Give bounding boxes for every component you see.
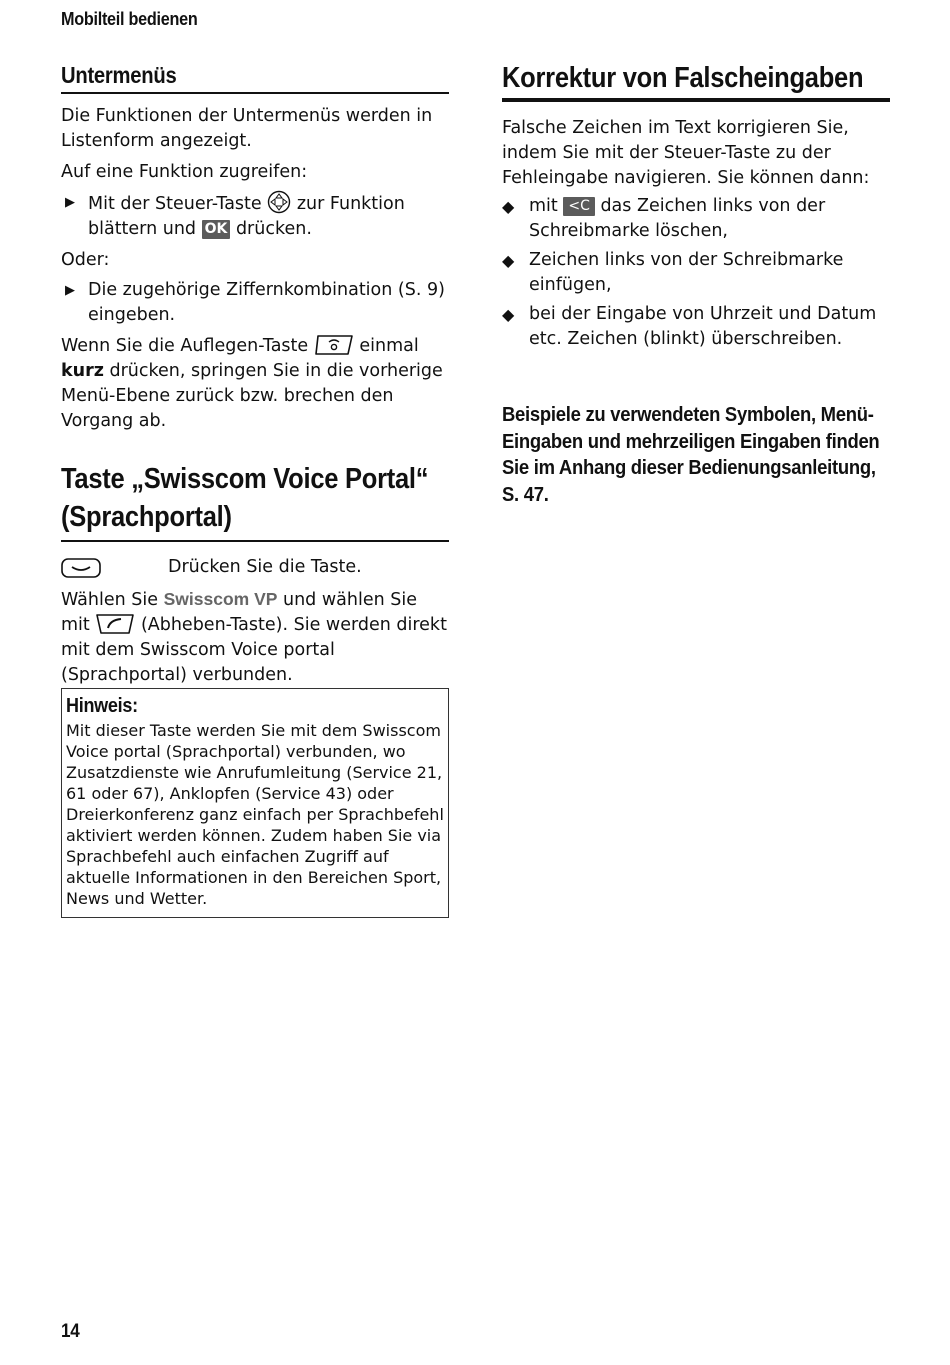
arrow-bullet-icon: ▶ xyxy=(65,283,75,298)
hangup-text-c: drücken, springen Sie in die vorherige Menü-Ebene zurück bzw. brechen den Vorgang ab. xyxy=(61,361,443,431)
note-title: Hinweis: xyxy=(66,695,138,717)
voice-portal-heading-wrap xyxy=(61,460,449,542)
ok-key-icon: OK xyxy=(202,220,231,239)
navigation-key-icon xyxy=(267,190,291,214)
diamond-bullet-icon: ◆ xyxy=(502,305,515,324)
menu-item-swisscom-vp: Swisscom VP xyxy=(163,589,278,609)
hangup-paragraph xyxy=(61,334,449,434)
step1-text-b: zur Funktion blättern und xyxy=(88,194,405,239)
korrektur-heading: Korrektur von Falscheingaben xyxy=(502,62,864,94)
voice-portal-heading xyxy=(61,460,429,540)
note-box xyxy=(61,688,449,918)
voice-portal-heading-line2: (Sprachportal) xyxy=(61,501,232,533)
hangup-text-b: einmal xyxy=(359,336,419,356)
item2-text: Zeichen links von der Schreibmarke einfügen, xyxy=(529,250,844,295)
korrektur-intro: Falsche Zeichen im Text korrigieren Sie, indem Sie mit der Steuer-Taste zu der Fehleingabe navigieren. Sie können dann: xyxy=(502,118,870,188)
voice-portal-key-row xyxy=(61,555,449,580)
access-label: Auf eine Funktion zugreifen: xyxy=(61,162,308,182)
item3-text: bei der Eingabe von Uhrzeit und Datum etc. Zeichen (blinkt) überschreiben. xyxy=(529,304,877,349)
step1-text-a: Mit der Steuer-Taste xyxy=(88,194,262,214)
page-number: 14 xyxy=(61,1321,80,1342)
step-digit-combo xyxy=(61,278,449,328)
step-navigate xyxy=(61,190,449,242)
untermenues-heading-wrap xyxy=(61,62,449,94)
hangup-text-a: Wenn Sie die Auflegen-Taste xyxy=(61,336,309,356)
step1-text-c: drücken. xyxy=(235,219,312,239)
item1-text-a: mit xyxy=(529,196,558,216)
pickup-key-icon xyxy=(95,613,135,635)
korrektur-section xyxy=(502,116,890,352)
korrektur-item-overwrite xyxy=(502,302,890,352)
delete-key-icon: <C xyxy=(563,197,595,216)
hangup-bold-kurz: kurz xyxy=(61,361,104,381)
diamond-bullet-icon: ◆ xyxy=(502,251,515,270)
appendix-note: Beispiele zu verwendeten Symbolen, Menü-Eingaben und mehrzeiligen Eingaben finden Sie im Anhang dieser Bedienungsanleitung, S. 47. xyxy=(502,403,880,506)
arrow-bullet-icon: ▶ xyxy=(65,195,75,210)
item1-text-b: das Zeichen links von der Schreibmarke löschen, xyxy=(529,196,826,241)
note-text: Mit dieser Taste werden Sie mit dem Swisscom Voice portal (Sprachportal) verbunden, wo Zusatzdienste wie Anrufumleitung (Service 21, 61 oder 67), Anklopfen (Service 43) oder Dreierkonferenz ganz einfach per Sprachbefehl aktiviert werden können. Zudem haben Sie via Sprachbefehl auch einfachen Zugriff auf aktuelle Informationen in den Bereichen Sport, News und Wetter. xyxy=(66,721,444,908)
hangup-key-icon xyxy=(314,334,354,356)
voice-portal-section xyxy=(61,555,449,688)
untermenues-section xyxy=(61,104,449,434)
step2-text: Die zugehörige Ziffernkombination (S. 9) eingeben. xyxy=(88,280,445,325)
diamond-bullet-icon: ◆ xyxy=(502,197,515,216)
select-text-b: und wählen Sie mit xyxy=(61,590,418,635)
untermenues-heading: Untermenüs xyxy=(61,62,177,88)
voice-portal-heading-line1: Taste „Swisscom Voice Portal“ xyxy=(61,463,429,495)
press-key-text: Drücken Sie die Taste. xyxy=(168,557,362,577)
voice-portal-key-icon xyxy=(61,558,101,578)
korrektur-item-insert xyxy=(502,248,890,298)
select-paragraph xyxy=(61,587,449,688)
untermenues-intro: Die Funktionen der Untermenüs werden in Listenform angezeigt. xyxy=(61,106,433,151)
or-label: Oder: xyxy=(61,250,110,270)
select-text-a: Wählen Sie xyxy=(61,590,159,610)
korrektur-item-delete xyxy=(502,194,890,244)
korrektur-heading-wrap xyxy=(502,60,890,102)
running-header: Mobilteil bedienen xyxy=(61,9,198,29)
select-text-c: (Abheben-Taste). Sie werden direkt mit dem Swisscom Voice portal (Sprachportal) verbunden. xyxy=(61,615,447,685)
